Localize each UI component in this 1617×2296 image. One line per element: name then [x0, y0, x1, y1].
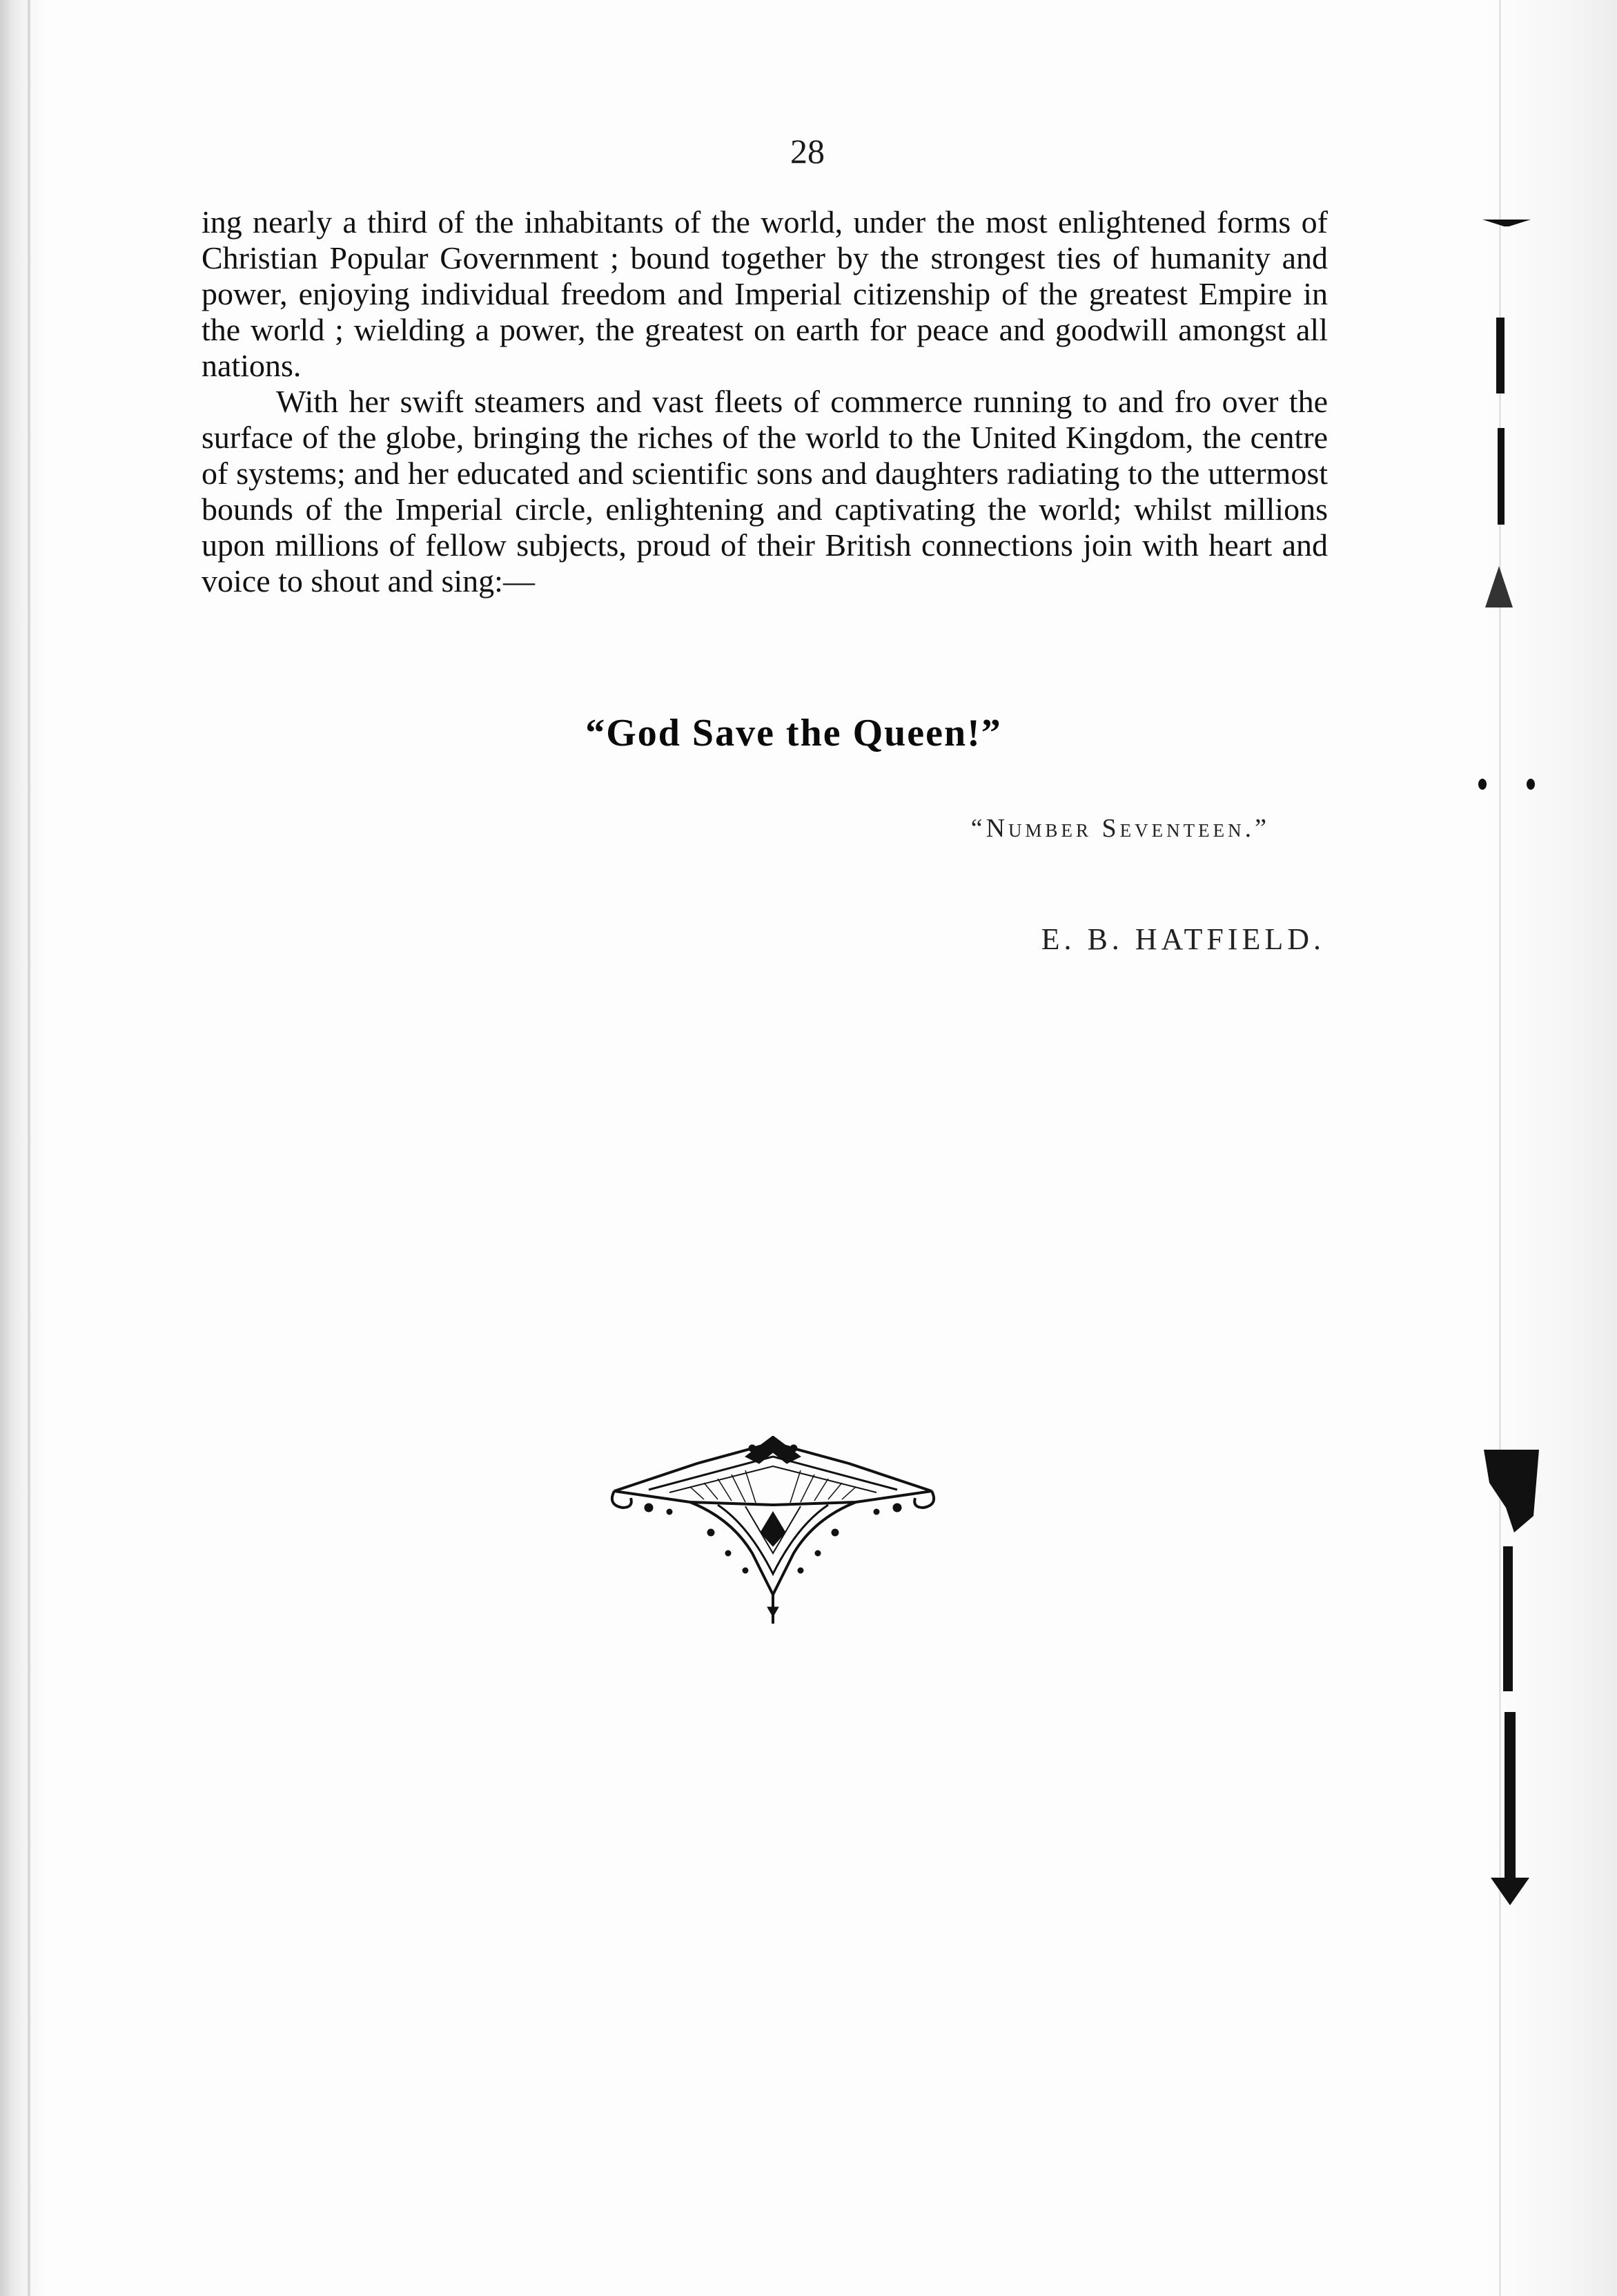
body-text	[202, 204, 1328, 599]
anthem-line: “God Save the Queen!”	[585, 712, 1002, 755]
scan-right-edge	[1486, 0, 1617, 2296]
scan-left-line	[28, 0, 30, 2296]
paragraph: ing nearly a third of the inhabitants of the world, under the most enlightened forms of Christian Popular Government ; bound together by the strongest ties of humanity and power, enjoying individual freedom and Imperial citizenship of the greatest Empire in the world ; wielding a power, the greatest on earth for peace and goodwill amongst all nations.	[202, 204, 1328, 383]
binding-mark	[1496, 318, 1505, 393]
scan-left-edge	[0, 0, 48, 2296]
binding-mark	[1503, 1546, 1513, 1691]
binding-mark	[1498, 428, 1505, 525]
paragraph: With her swift steamers and vast fleets of commerce running to and fro over the surface of the globe, bringing the riches of the world to the United Kingdom, the centre of systems; and her educated and scientific sons and daughters radiating to the uttermost bounds of the Imperial circle, enlightening and captivating the world; whilst millions upon millions of fellow subjects, proud of their British connections join with heart and voice to shout and sing:—	[202, 384, 1328, 599]
pseudonym: “Number Seventeen.”	[970, 814, 1270, 843]
tailpiece-ornament-icon	[607, 1436, 939, 1629]
binding-mark	[1505, 1712, 1516, 1891]
binding-mark	[1478, 779, 1487, 790]
page-number: 28	[790, 132, 825, 171]
binding-mark	[1527, 779, 1535, 790]
author-signature: E. B. HATFIELD.	[1041, 922, 1325, 956]
